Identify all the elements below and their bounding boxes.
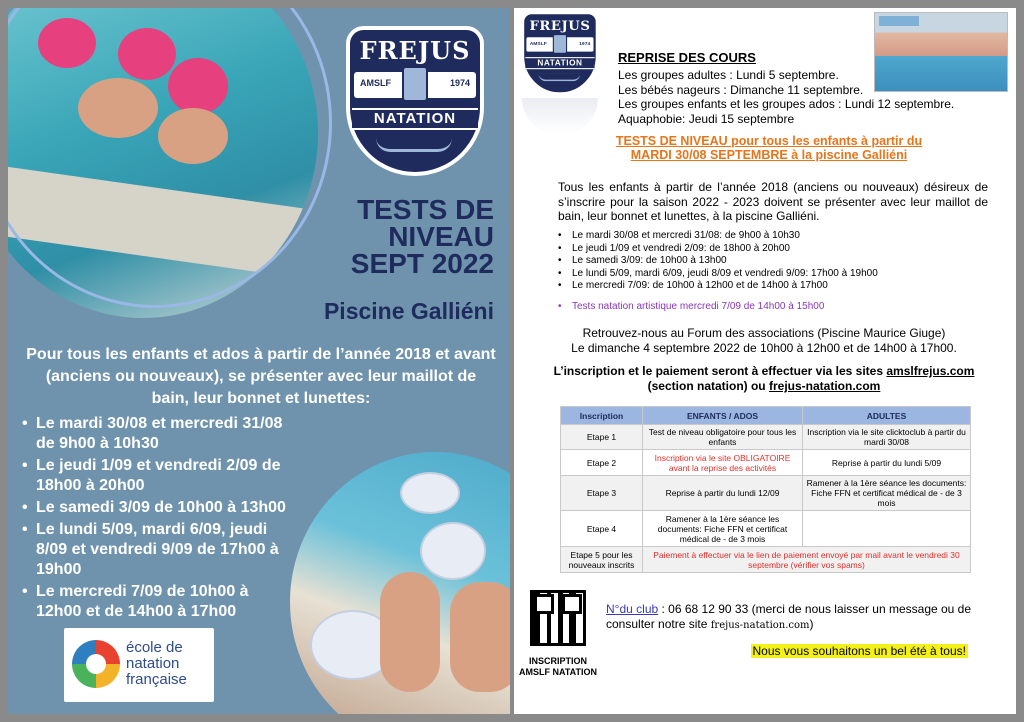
list-item: • Le samedi 3/09 de 10h00 à 13h00: [22, 498, 294, 518]
forum-info: Retrouvez-nous au Forum des associations (Piscine Maurice Giuge) Le dimanche 4 septembre 2022 de 10h00 à 12h00 et de 14h00 à 17h00.: [571, 326, 957, 355]
list-item: • Le lundi 5/09, mardi 6/09, jeudi 8/09 et vendredi 9/09 de 17h00 à 19h00: [22, 520, 294, 580]
schedule-list: [22, 414, 294, 624]
list-item: • Le jeudi 1/09 et vendredi 2/09 de 18h00 à 20h00: [22, 456, 294, 496]
frejus-natation-site-link[interactable]: frejus-natation.com: [710, 620, 810, 631]
knight-emblem-icon: [553, 34, 567, 54]
table-row: Etape 5 pour les nouveaux inscrits Paiement à effectuer via le lien de paiement envoyé par mail avant le vendredi 30 septembre (vérifier vos spams): [561, 547, 971, 573]
list-item: • Le jeudi 1/09 et vendredi 2/09: de 18h00 à 20h00: [558, 243, 878, 256]
swimmer-icon: [376, 138, 452, 152]
table-header-row: Inscription ENFANTS / ADOS ADULTES: [561, 407, 971, 425]
left-poster: [8, 8, 510, 714]
list-item: • Le mercredi 7/09: de 10h00 à 12h00 et de 14h00 à 17h00: [558, 280, 878, 293]
intro-text: Pour tous les enfants et ados à partir de l’année 2018 et avant (anciens ou nouveaux), se présenter avec leur maillot de bain, leur bonnet et lunettes:: [26, 346, 496, 407]
list-item: • Le mercredi 7/09 de 10h00 à 12h00 et de 14h00 à 17h00: [22, 582, 294, 622]
table-row: Etape 1 Test de niveau obligatoire pour tous les enfants Inscription via le site clicktoclub à partir du mardi 30/08: [561, 425, 971, 450]
tests-heading: TESTS DE NIVEAU pour tous les enfants à partir du MARDI 30/08 SEPTEMBRE à la piscine Galliéni: [615, 134, 923, 162]
table-row: Etape 2 Inscription via le site OBLIGATOIRE avant la reprise des activités Reprise à partir du lundi 5/09: [561, 450, 971, 476]
info-paragraph: Tous les enfants à partir de l’année 2018 (anciens ou nouveaux) désireux de s’inscrire pour la saison 2022 - 2023 doivent se présenter avec leur maillot de bain, leur bonnet et lunettes, à la piscine Galliéni.: [558, 180, 988, 223]
frejus-natation-logo: FREJUS AMSLF 1974 NATATION: [522, 12, 598, 95]
summer-wish: Nous vous souhaitons un bel été à tous!: [752, 644, 966, 658]
reprise-heading: REPRISE DES COURS: [618, 50, 756, 65]
artistic-swimming-note: • Tests natation artistique mercredi 7/09 de 14h00 à 15h00: [558, 301, 824, 312]
inscription-info: L’inscription et le paiement seront à effectuer via les sites amslfrejus.com (section natation) ou frejus-natation.com: [553, 364, 975, 393]
ecole-natation-francaise-logo: école de natation française: [64, 628, 214, 702]
dates-list: [558, 230, 878, 293]
table-row: Etape 3 Reprise à partir du lundi 12/09 Ramener à la 1ère séance les documents: Fiche FFN et certificat médical de - de 3 mois: [561, 476, 971, 511]
frejus-natation-logo: FREJUS AMSLF 1974 NATATION: [346, 26, 484, 176]
frejus-natation-link[interactable]: frejus-natation.com: [768, 379, 881, 393]
knight-emblem-icon: [402, 66, 428, 102]
kids-with-caps-photo: [290, 452, 510, 714]
poster-title: TESTS DE NIVEAU SEPT 2022: [350, 194, 494, 279]
inscription-steps-table: [560, 406, 971, 573]
right-flyer: [514, 8, 1016, 714]
swimmer-icon: [539, 74, 581, 82]
reprise-lines: Les groupes adultes : Lundi 5 septembre. Les bébés nageurs : Dimanche 11 septembre. Les groupes enfants et les groupes ados : Lundi 12 septembre. Aquaphobie: Jeudi 15 septembre: [618, 68, 955, 126]
amslfrejus-link[interactable]: amslfrejus.com: [886, 364, 975, 378]
table-row: Etape 4 Ramener à la 1ère séance les documents: Fiche FFN et certificat médical de - de 3 mois: [561, 511, 971, 547]
list-item: • Le samedi 3/09: de 10h00 à 13h00: [558, 255, 878, 268]
inscription-qr-code[interactable]: [530, 590, 586, 646]
list-item: • Le mardi 30/08 et mercredi 31/08: de 9h00 à 10h30: [558, 230, 878, 243]
club-contact: N°du club : 06 68 12 90 33 (merci de nous laisser un message ou de consulter notre site frejus-natation.com): [606, 602, 972, 631]
list-item: • Le lundi 5/09, mardi 6/09, jeudi 8/09 et vendredi 9/09: 17h00 à 19h00: [558, 268, 878, 281]
qr-label: INSCRIPTION AMSLF NATATION: [519, 656, 597, 677]
venue-name: Piscine Galliéni: [323, 298, 494, 324]
list-item: • Le mardi 30/08 et mercredi 31/08 de 9h00 à 10h30: [22, 414, 294, 454]
